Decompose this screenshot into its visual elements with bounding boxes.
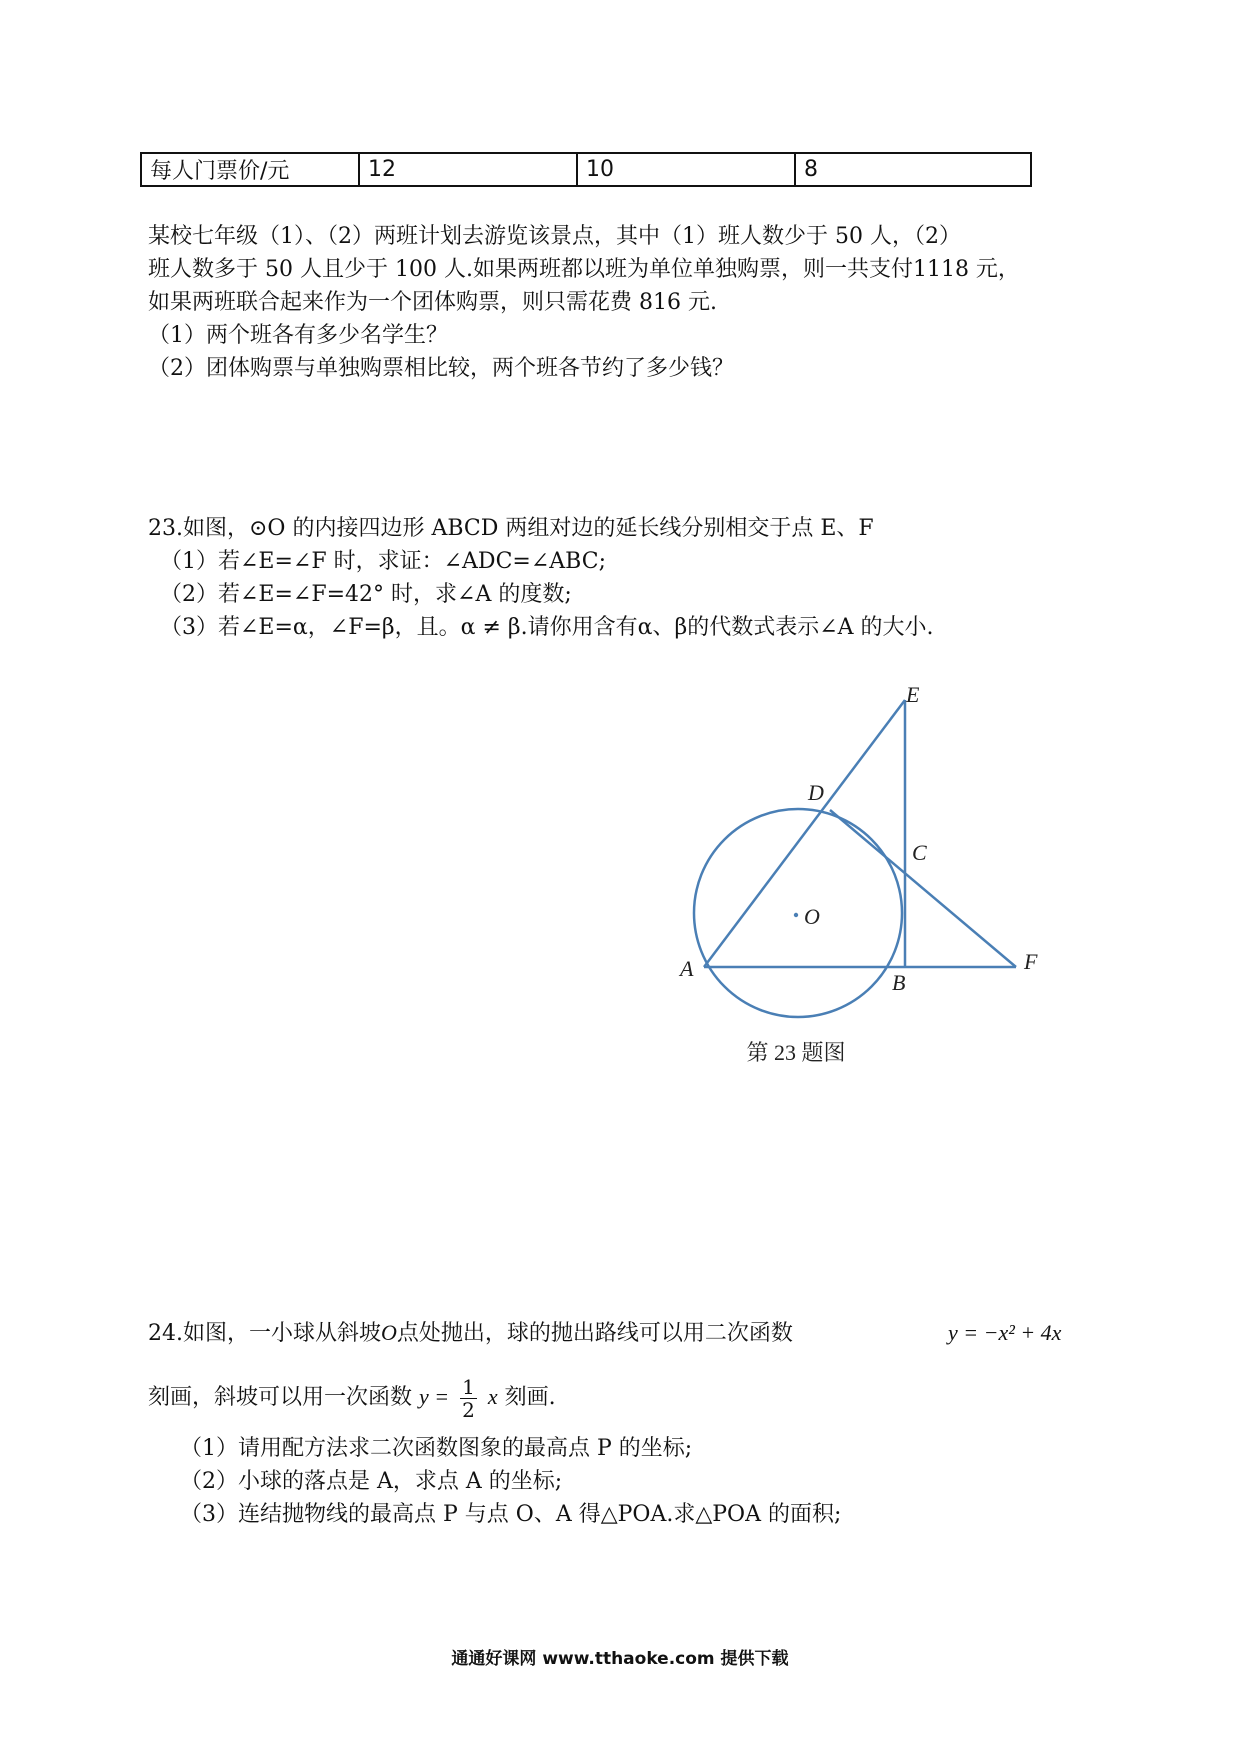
q24-stem-rest: 点处抛出，球的抛出路线可以用二次函数 — [396, 1321, 793, 1346]
table-cell: 每人门票价/元 — [141, 153, 359, 186]
label-a: A — [680, 956, 694, 981]
fraction-denominator: 2 — [462, 1397, 475, 1422]
table-cell: 12 — [359, 153, 577, 186]
center-dot — [794, 913, 798, 917]
q23-sub1: （1）若∠E=∠F 时，求证：∠ADC=∠ABC; — [160, 549, 606, 574]
table-cell: 10 — [577, 153, 795, 186]
q23-geometry-figure — [660, 670, 1080, 1070]
q24-point-o: O — [381, 1320, 397, 1345]
table-row — [141, 153, 1031, 186]
fraction-numerator: 1 — [462, 1374, 475, 1399]
q24-line2-b: 刻画. — [504, 1385, 556, 1410]
q22-line1: 某校七年级（1）、（2）两班计划去游览该景点，其中（1）班人数少于 50 人，（2） — [148, 224, 961, 249]
label-f: F — [1024, 949, 1038, 974]
q23-sub2: （2）若∠E=∠F=42° 时，求∠A 的度数; — [160, 582, 572, 607]
q22-sub1: （1）两个班各有多少名学生？ — [148, 323, 448, 348]
q24-formula-quadratic: y = −x² + 4x — [948, 1320, 1062, 1345]
q22-line2: 班人数多于 50 人且少于 100 人.如果两班都以班为单位单独购票，则一共支付1118 元， — [148, 257, 1020, 282]
formula-fraction — [460, 1376, 477, 1421]
q24-stem: 24.如图，一小球从斜坡 — [148, 1321, 381, 1346]
label-d: D — [808, 780, 824, 805]
formula-linear-lhs: y = — [419, 1384, 450, 1409]
q24-sub2: （2）小球的落点是 A，求点 A 的坐标; — [180, 1469, 563, 1494]
table-cell: 8 — [795, 153, 1031, 186]
q23-sub3: （3）若∠E=α，∠F=β，且。α ≠ β.请你用含有α、β的代数式表示∠A 的大小. — [160, 615, 934, 640]
q22-line3: 如果两班联合起来作为一个团体购票，则只需花费 816 元. — [148, 290, 717, 315]
ticket-price-table — [140, 152, 1032, 187]
q24-stem-line — [148, 1318, 793, 1349]
footer-download-note: 通通好课网 www.tthaoke.com 提供下载 — [451, 1649, 789, 1669]
q24-sub1: （1）请用配方法求二次函数图象的最高点 P 的坐标; — [180, 1436, 693, 1461]
label-c: C — [912, 840, 927, 865]
q22-sub2: （2）团体购票与单独购票相比较，两个班各节约了多少钱？ — [148, 356, 734, 381]
formula-linear-rhs: x — [487, 1384, 498, 1409]
q24-line2 — [148, 1374, 556, 1421]
line-df — [830, 810, 1016, 967]
label-b: B — [892, 970, 906, 995]
label-e: E — [906, 682, 920, 707]
label-o: O — [804, 904, 820, 929]
q23-stem: 23.如图，⊙O 的内接四边形 ABCD 两组对边的延长线分别相交于点 E、F — [148, 516, 874, 541]
q24-line2-a: 刻画，斜坡可以用一次函数 — [148, 1385, 413, 1410]
figure-caption: 第 23 题图 — [746, 1040, 846, 1065]
q24-sub3: （3）连结抛物线的最高点 P 与点 O、A 得△POA.求△POA 的面积; — [180, 1502, 842, 1527]
